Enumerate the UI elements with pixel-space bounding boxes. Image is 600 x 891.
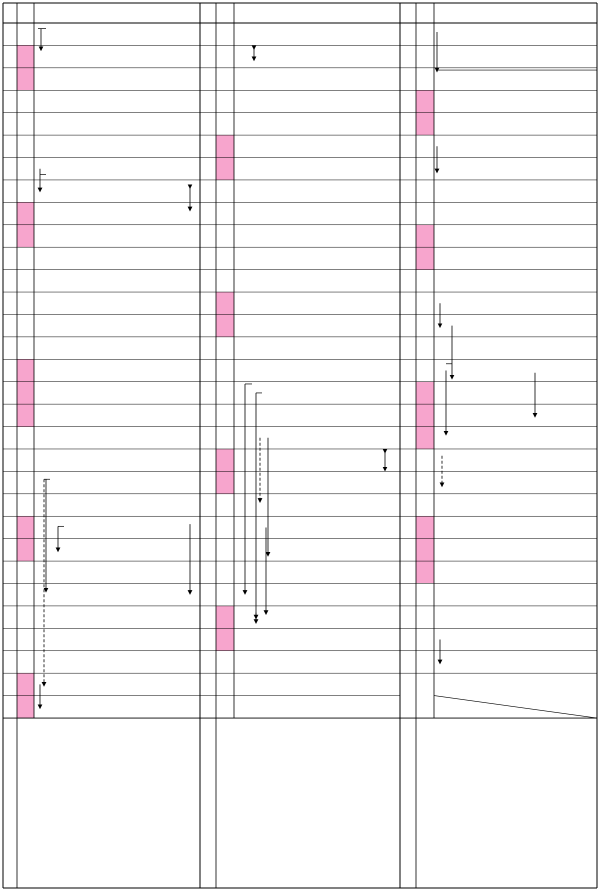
day-of-week <box>17 90 34 112</box>
header-day-label <box>200 3 216 23</box>
day-of-week <box>416 359 434 381</box>
day-number <box>200 494 216 516</box>
day-number <box>3 135 17 157</box>
day-of-week <box>416 651 434 673</box>
day-of-week <box>416 427 434 449</box>
day-of-week <box>216 404 234 426</box>
day-number <box>400 23 416 45</box>
day-number <box>400 584 416 606</box>
day-number <box>400 606 416 628</box>
day-of-week <box>216 359 234 381</box>
day-of-week <box>216 23 234 45</box>
day-number <box>3 696 17 718</box>
day-of-week <box>17 270 34 292</box>
day-number <box>200 427 216 449</box>
day-number <box>3 516 17 538</box>
day-of-week <box>216 696 234 718</box>
day-of-week <box>416 516 434 538</box>
day-of-week <box>17 606 34 628</box>
header-month-title <box>434 3 597 23</box>
header-dow-label <box>17 3 34 23</box>
day-number <box>3 404 17 426</box>
day-number <box>400 270 416 292</box>
day-number <box>400 449 416 471</box>
day-of-week <box>17 584 34 606</box>
day-number <box>200 539 216 561</box>
day-number <box>400 382 416 404</box>
day-number <box>400 90 416 112</box>
day-number <box>3 68 17 90</box>
day-number <box>3 247 17 269</box>
day-number <box>400 673 416 695</box>
day-number <box>3 382 17 404</box>
day-number <box>3 628 17 650</box>
day-number <box>400 113 416 135</box>
day-number <box>200 247 216 269</box>
day-number <box>3 225 17 247</box>
day-of-week <box>416 449 434 471</box>
header-dow-label <box>216 3 234 23</box>
day-number <box>200 471 216 493</box>
day-of-week <box>216 584 234 606</box>
day-of-week <box>416 135 434 157</box>
day-of-week <box>17 247 34 269</box>
day-of-week <box>17 359 34 381</box>
day-of-week <box>416 337 434 359</box>
day-of-week <box>216 180 234 202</box>
day-number <box>200 606 216 628</box>
day-number <box>3 673 17 695</box>
day-number <box>3 314 17 336</box>
header-month-title <box>234 3 400 23</box>
day-of-week <box>416 247 434 269</box>
day-number <box>200 404 216 426</box>
day-of-week <box>17 337 34 359</box>
day-number <box>400 225 416 247</box>
day-of-week <box>216 314 234 336</box>
day-number <box>400 202 416 224</box>
day-number <box>3 202 17 224</box>
day-number <box>400 359 416 381</box>
day-of-week <box>17 651 34 673</box>
day-number <box>3 23 17 45</box>
day-number <box>200 113 216 135</box>
day-of-week <box>17 382 34 404</box>
day-of-week <box>17 68 34 90</box>
day-of-week <box>216 561 234 583</box>
day-number <box>3 180 17 202</box>
day-number <box>3 90 17 112</box>
day-number <box>3 270 17 292</box>
day-of-week <box>17 494 34 516</box>
day-number <box>200 270 216 292</box>
day-number <box>3 449 17 471</box>
day-number <box>400 314 416 336</box>
empty-cell-diagonal <box>434 696 597 718</box>
day-of-week <box>416 382 434 404</box>
day-number <box>200 628 216 650</box>
day-of-week <box>416 606 434 628</box>
day-of-week <box>416 68 434 90</box>
day-number <box>200 673 216 695</box>
day-of-week <box>216 539 234 561</box>
day-of-week <box>216 90 234 112</box>
day-of-week <box>416 673 434 695</box>
day-number <box>400 135 416 157</box>
day-number <box>200 337 216 359</box>
day-of-week <box>216 113 234 135</box>
day-of-week <box>216 471 234 493</box>
day-number <box>200 68 216 90</box>
day-number <box>3 292 17 314</box>
day-of-week <box>17 225 34 247</box>
day-of-week <box>216 516 234 538</box>
day-number <box>400 158 416 180</box>
day-of-week <box>17 292 34 314</box>
day-of-week <box>17 628 34 650</box>
day-of-week <box>416 90 434 112</box>
day-number <box>3 427 17 449</box>
day-number <box>3 561 17 583</box>
day-number <box>200 158 216 180</box>
day-number <box>200 449 216 471</box>
day-number <box>3 494 17 516</box>
day-of-week <box>17 696 34 718</box>
day-number <box>400 180 416 202</box>
day-of-week <box>416 404 434 426</box>
day-number <box>400 628 416 650</box>
day-number <box>200 314 216 336</box>
day-of-week <box>216 270 234 292</box>
day-number <box>200 382 216 404</box>
day-of-week <box>416 584 434 606</box>
day-number <box>3 606 17 628</box>
day-number <box>200 696 216 718</box>
day-number <box>400 539 416 561</box>
day-number <box>200 359 216 381</box>
day-of-week <box>17 561 34 583</box>
day-of-week <box>17 314 34 336</box>
day-number <box>200 135 216 157</box>
day-of-week <box>416 158 434 180</box>
day-number <box>200 225 216 247</box>
day-of-week <box>416 180 434 202</box>
day-of-week <box>416 494 434 516</box>
day-of-week <box>216 673 234 695</box>
header-dow-label <box>416 3 434 23</box>
day-of-week <box>216 382 234 404</box>
day-of-week <box>416 45 434 67</box>
day-of-week <box>416 471 434 493</box>
day-of-week <box>17 23 34 45</box>
day-of-week <box>216 651 234 673</box>
day-of-week <box>216 135 234 157</box>
day-of-week <box>216 337 234 359</box>
day-of-week <box>216 225 234 247</box>
day-of-week <box>216 158 234 180</box>
day-number <box>200 651 216 673</box>
day-number <box>400 247 416 269</box>
day-number <box>400 561 416 583</box>
day-number <box>400 516 416 538</box>
day-number <box>200 90 216 112</box>
day-number <box>3 539 17 561</box>
day-of-week <box>17 180 34 202</box>
day-number <box>3 471 17 493</box>
day-of-week <box>416 270 434 292</box>
day-number <box>3 359 17 381</box>
day-number <box>3 45 17 67</box>
day-number <box>400 68 416 90</box>
day-of-week <box>17 449 34 471</box>
day-of-week <box>416 628 434 650</box>
day-of-week <box>216 606 234 628</box>
day-number <box>400 45 416 67</box>
day-of-week <box>17 516 34 538</box>
day-number <box>400 471 416 493</box>
day-of-week <box>17 471 34 493</box>
day-number <box>400 494 416 516</box>
day-of-week <box>216 427 234 449</box>
day-of-week <box>416 113 434 135</box>
day-of-week <box>17 113 34 135</box>
day-of-week <box>216 202 234 224</box>
day-of-week <box>216 449 234 471</box>
day-number <box>200 561 216 583</box>
header-day-label <box>400 3 416 23</box>
day-number <box>200 45 216 67</box>
day-of-week <box>216 494 234 516</box>
day-number <box>200 180 216 202</box>
day-of-week <box>17 673 34 695</box>
day-of-week <box>416 314 434 336</box>
header-month-title <box>34 3 200 23</box>
header-day-label <box>3 3 17 23</box>
day-of-week <box>216 247 234 269</box>
day-number <box>200 584 216 606</box>
day-of-week <box>216 45 234 67</box>
day-of-week <box>416 561 434 583</box>
day-number <box>200 202 216 224</box>
day-of-week <box>216 68 234 90</box>
day-number <box>3 651 17 673</box>
day-number <box>200 516 216 538</box>
day-of-week <box>17 135 34 157</box>
day-number <box>200 23 216 45</box>
day-number <box>400 404 416 426</box>
day-of-week <box>17 158 34 180</box>
day-of-week <box>17 539 34 561</box>
day-of-week <box>416 292 434 314</box>
day-of-week <box>416 23 434 45</box>
day-number <box>3 113 17 135</box>
day-number <box>400 651 416 673</box>
day-number <box>3 584 17 606</box>
day-of-week <box>216 628 234 650</box>
day-of-week <box>17 404 34 426</box>
day-number <box>400 427 416 449</box>
day-number <box>3 337 17 359</box>
day-number <box>400 337 416 359</box>
day-number <box>400 292 416 314</box>
day-of-week <box>17 202 34 224</box>
day-of-week <box>216 292 234 314</box>
day-of-week <box>17 45 34 67</box>
day-number <box>200 292 216 314</box>
day-number <box>3 158 17 180</box>
day-of-week <box>416 202 434 224</box>
day-of-week <box>17 427 34 449</box>
day-of-week <box>416 225 434 247</box>
day-of-week <box>416 539 434 561</box>
